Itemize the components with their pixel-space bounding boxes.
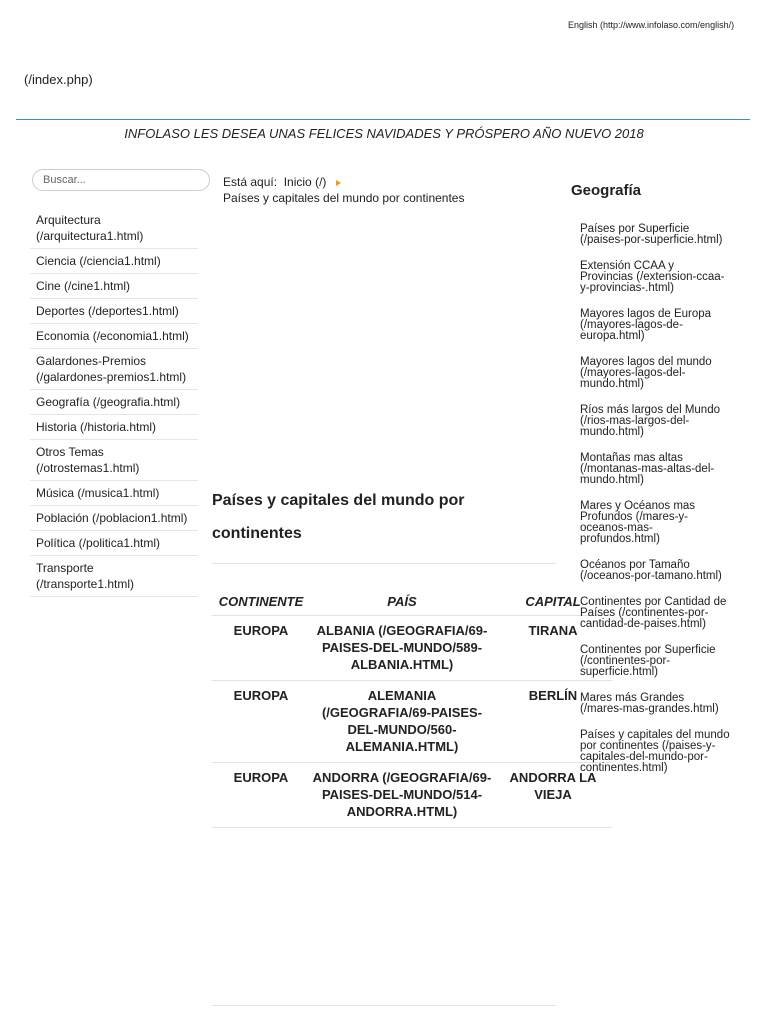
table-header-row	[212, 586, 612, 616]
geo-link-mares-grandes[interactable]: Mares más Grandes (/mares-mas-grandes.html)	[580, 692, 719, 715]
geo-link-mares-oceanos[interactable]: Mares y Océanos mas Profundos (/mares-y-oceanos-mas-profundos.html)	[580, 500, 696, 545]
sidebar-item-economia[interactable]: Economia (/economia1.html)	[30, 324, 198, 349]
geo-link-lagos-mundo[interactable]: Mayores lagos del mundo (/mayores-lagos-del-mundo.html)	[580, 356, 712, 390]
breadcrumb	[223, 174, 543, 206]
right-column-title: Geografía	[571, 182, 642, 199]
sidebar-item-geografia[interactable]: Geografía (/geografia.html)	[30, 390, 198, 415]
sidebar-item-historia[interactable]: Historia (/historia.html)	[30, 415, 198, 440]
sidebar-item-galardones[interactable]: Galardones-Premios (/galardones-premios1.html)	[30, 349, 198, 390]
geo-link-paises-superficie[interactable]: Países por Superficie (/paises-por-superficie.html)	[580, 223, 723, 246]
sidebar-item-otros-temas[interactable]: Otros Temas (/otrostemas1.html)	[30, 440, 198, 481]
column-header-pais: PAÍS	[310, 586, 494, 616]
table-row	[212, 616, 612, 681]
geo-link-paises-capitales[interactable]: Países y capitales del mundo por continentes (/paises-y-capitales-del-mundo-por-continentes.html)	[580, 729, 730, 774]
country-link[interactable]: ALEMANIA (/GEOGRAFIA/69-PAISES-DEL-MUNDO/560-ALEMANIA.HTML)	[310, 681, 494, 763]
countries-table	[212, 586, 612, 828]
geo-link-continentes-superficie[interactable]: Continentes por Superficie (/continentes-por-superficie.html)	[580, 644, 716, 678]
breadcrumb-home-link[interactable]: Inicio (/)	[283, 175, 327, 189]
geo-link-extension-ccaa[interactable]: Extensión CCAA y Provincias (/extension-ccaa-y-provincias-.html)	[580, 260, 725, 294]
continent-cell: EUROPA	[212, 681, 310, 763]
column-header-continente: CONTINENTE	[212, 586, 310, 616]
sidebar-item-transporte[interactable]: Transporte (/transporte1.html)	[30, 556, 198, 597]
geo-link-rios[interactable]: Ríos más largos del Mundo (/rios-mas-largos-del-mundo.html)	[580, 404, 720, 438]
sidebar-item-ciencia[interactable]: Ciencia (/ciencia1.html)	[30, 249, 198, 274]
countries-table-container[interactable]	[212, 586, 597, 938]
table-row	[212, 763, 612, 828]
country-link[interactable]: ANDORRA (/GEOGRAFIA/69-PAISES-DEL-MUNDO/514-ANDORRA.HTML)	[310, 763, 494, 828]
english-language-link[interactable]: English (http://www.infolaso.com/english/)	[568, 20, 735, 30]
geo-link-oceanos-tamano[interactable]: Océanos por Tamaño (/oceanos-por-tamano.html)	[580, 559, 722, 582]
table-top-divider	[212, 563, 556, 564]
sidebar-item-politica[interactable]: Política (/politica1.html)	[30, 531, 198, 556]
continent-cell: EUROPA	[212, 616, 310, 681]
sidebar-item-musica[interactable]: Música (/musica1.html)	[30, 481, 198, 506]
continent-cell: EUROPA	[212, 763, 310, 828]
geo-link-continentes-cantidad[interactable]: Continentes por Cantidad de Países (/continentes-por-cantidad-de-paises.html)	[580, 596, 727, 630]
holiday-banner: INFOLASO LES DESEA UNAS FELICES NAVIDADES Y PRÓSPERO AÑO NUEVO 2018	[124, 126, 644, 141]
geo-link-montanas[interactable]: Montañas mas altas (/montanas-mas-altas-del-mundo.html)	[580, 452, 715, 486]
header-divider	[16, 119, 750, 120]
table-bottom-divider	[212, 1005, 556, 1006]
sidebar-item-deportes[interactable]: Deportes (/deportes1.html)	[30, 299, 198, 324]
search-input[interactable]	[32, 169, 210, 191]
breadcrumb-prefix: Está aquí:	[223, 175, 278, 189]
column-header-capital: CAPITAL	[494, 586, 612, 616]
breadcrumb-arrow-icon	[336, 180, 341, 186]
home-logo-link[interactable]: (/index.php)	[24, 72, 93, 87]
sidebar-item-poblacion[interactable]: Población (/poblacion1.html)	[30, 506, 198, 531]
capital-cell: BERLÍN	[494, 681, 612, 763]
geografia-links-list	[580, 224, 730, 789]
page-title: Países y capitales del mundo por continentes	[212, 492, 465, 542]
capital-cell: TIRANA	[494, 616, 612, 681]
sidebar-nav	[30, 208, 198, 597]
sidebar-item-cine[interactable]: Cine (/cine1.html)	[30, 274, 198, 299]
table-row	[212, 681, 612, 763]
sidebar-item-arquitectura[interactable]: Arquitectura (/arquitectura1.html)	[30, 208, 198, 249]
breadcrumb-current: Países y capitales del mundo por continentes	[223, 191, 465, 205]
country-link[interactable]: ALBANIA (/GEOGRAFIA/69-PAISES-DEL-MUNDO/589-ALBANIA.HTML)	[310, 616, 494, 681]
geo-link-lagos-europa[interactable]: Mayores lagos de Europa (/mayores-lagos-de-europa.html)	[580, 308, 712, 342]
capital-cell: ANDORRA LA VIEJA	[494, 763, 612, 828]
